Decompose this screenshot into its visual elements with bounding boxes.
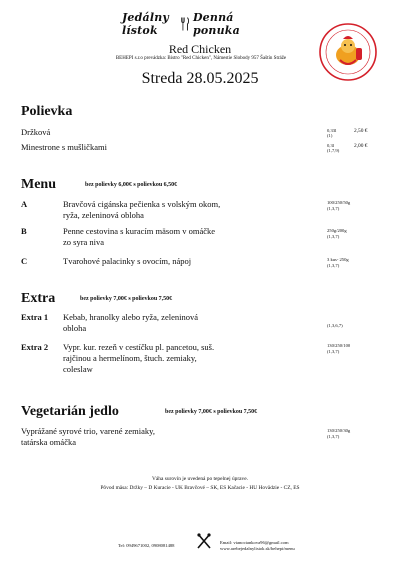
soup-name: Držková [21,127,51,137]
footer-web: www.arebejedalnylistok.sk/behepi/menu [220,545,295,551]
vegetarian-section-title: Vegetarián jedlo [21,404,119,419]
menu-item-weight: 3 kus- 250g [327,257,349,262]
menu-item-code: B [21,226,27,236]
soup-section-title: Polievka [21,104,73,119]
extra-item-code: Extra 2 [21,342,49,352]
soup-allergens: (1,7,9) [327,148,340,153]
menu-item-line: zo syra niva [63,237,105,247]
menu-item-allergens: (1,3,7) [327,234,340,239]
vegetarian-item-line: Vyprážané syrové trio, varené zemiaky, [21,426,155,436]
extra-item-line: obloha [63,323,87,333]
meat-origin-note: Pôvod mäsa: Držky – D Kuracie - UK Bravčové – SK, ES Kačacie - HU Hovädzie - CZ, ES [100,485,300,491]
restaurant-name: Red Chicken [168,42,232,56]
menu-item-code: C [21,256,28,266]
menu-item-line: Bravčová cigánska pečienka s volským okom, [63,199,221,209]
extra-item-weight: 130/250/100 [327,343,351,348]
menu-section-title: Menu [21,177,56,192]
red-chicken-logo [318,22,378,82]
brand-left-text: Jedálny lístok [122,11,169,37]
brand-right-text: Denná ponuka [192,11,240,37]
menu-price-note: bez polievky 6,00€ s polievkou 6,50€ [85,182,178,188]
fork-knife-icon [181,13,190,35]
extra-item-allergens: (1,3,6,7) [327,323,343,328]
footer-phone: Tel: 0949671002, 0908081488 [118,543,175,548]
extra-price-note: bez polievky 7,00€ s polievkou 7,50€ [80,296,173,302]
vegetarian-item-allergens: (1,3,7) [327,434,340,439]
menu-item-weight: 250g/200g [327,228,347,233]
extra-item-code: Extra 1 [21,312,49,322]
vegetarian-price-note: bez polievky 7,00€ s polievkou 7,50€ [165,409,258,415]
menu-item-allergens: (1,3,7) [327,206,340,211]
soup-allergens: (1) [327,133,333,138]
vegetarian-item-weight: 130/250/30g [327,428,351,433]
menu-item-line: Tvarohové palacinky s ovocím, nápoj [63,256,192,266]
extra-item-line: coleslaw [63,364,93,374]
menu-header [0,0,400,100]
soup-price: 2,50 € [354,128,368,134]
weight-note: Váha surovín je uvedená po tepelnej úprave. [152,476,248,482]
soup-name: Minestrone s mušličkami [21,142,107,152]
menu-item-line: ryža, zeleninová obloha [63,210,144,220]
extra-item-line: rajčinou a hermelínom, štuch. zemiaky, [63,353,197,363]
menu-item-allergens: (1,3,7) [327,263,340,268]
fork-knife-icon [196,532,212,550]
extra-item-line: Kebab, hranolky alebo ryža, zeleninová [63,312,198,322]
footer-email: Email: vianoctankova96@gmail.com [220,540,289,545]
brand-title [122,11,252,37]
extra-section-title: Extra [21,291,56,306]
soup-price: 2,00 € [354,143,368,149]
menu-date: Streda 28.05.2025 [141,70,259,87]
menu-item-weight: 100/250/50g [327,200,351,205]
menu-item-code: A [21,199,28,209]
extra-item-line: Vypr. kur. rezeň v cestíčku pl. pancetou, suš. [63,342,215,352]
soup-amount: 0,3l [327,143,335,148]
menu-item-line: Penne cestovina s kuracím mäsom v omáčke [63,226,216,236]
footer-contact [220,540,295,551]
vegetarian-item-line: tatárska omáčka [21,437,76,447]
soup-amount: 0,33l [327,128,337,133]
operator-info: BEHEPI s.r.o prevádzka: Bistro "Red Chicken", Námestie Slobody 957 Šaštín Stráže [115,56,287,61]
extra-item-allergens: (1,3,7) [327,349,340,354]
